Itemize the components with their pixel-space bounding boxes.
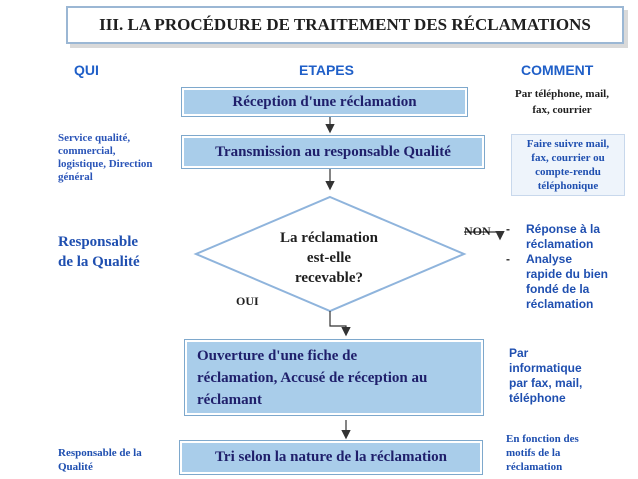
column-header-etapes: ETAPES [299,62,354,78]
qui-line: de la Qualité [58,254,140,270]
qui-tri [58,446,142,474]
comment-tri [506,432,579,474]
ouverture-line: Ouverture d'une fiche de [197,347,358,364]
non-action-item [506,222,634,252]
qui-line: Service qualité, [58,132,131,144]
branch-label-non: NON [464,224,491,238]
comment-line: Par téléphone, mail, [515,88,609,100]
action-line: - Analyse [526,252,573,266]
comment-line: par fax, mail, [509,376,583,390]
action-line: réclamation [526,297,594,311]
ouverture-line: réclamation, Accusé de réception au [197,369,428,386]
step-transmission: Transmission au responsable Qualité [182,136,484,168]
qui-line: général [58,171,93,183]
comment-line: En fonction des [506,433,579,445]
qui-decision [58,232,140,272]
comment-line: réclamation [506,461,563,473]
qui-line: Responsable de la [58,447,142,459]
step-tri: Tri selon la nature de la réclamation [180,441,482,474]
ouverture-line: réclamant [197,391,262,408]
comment-line: Par [509,346,529,360]
step-reception: Réception d'une réclamation [182,88,467,116]
qui-line: Responsable [58,234,139,250]
comment-line: Faire suivre mail, [526,138,610,150]
comment-line: fax, courrier ou [531,152,605,164]
qui-line: logistique, Direction [58,158,153,170]
action-line: fondé de la [526,282,590,296]
action-line: rapide du bien [526,267,609,281]
comment-line: fax, courrier [532,104,592,116]
comment-ouverture [509,346,582,406]
comment-line: téléphone [509,391,566,405]
column-header-qui: QUI [74,62,99,78]
decision-text [262,228,396,288]
non-action-item [506,252,634,312]
branch-label-oui: OUI [236,294,259,308]
qui-line: Qualité [58,461,93,473]
action-line: - Réponse à la [526,222,601,236]
comment-line: téléphonique [537,180,599,192]
decision-line: recevable? [294,270,364,286]
qui-transmission [58,132,153,184]
comment-non-actions [506,222,634,312]
step-ouverture [185,340,483,415]
comment-line: informatique [509,361,582,375]
comment-transmission [511,134,625,196]
action-line: réclamation [526,237,594,251]
comment-line: compte-rendu [535,166,601,178]
qui-line: commercial, [58,145,116,157]
comment-reception [497,86,627,118]
comment-line: motifs de la [506,447,561,459]
page-title: III. LA PROCÉDURE DE TRAITEMENT DES RÉCLAMATIONS [99,15,591,34]
arrow-oui [330,311,346,334]
decision-line: La réclamation [280,230,378,246]
column-header-comment: COMMENT [521,62,594,78]
decision-line: est-elle [306,250,352,266]
